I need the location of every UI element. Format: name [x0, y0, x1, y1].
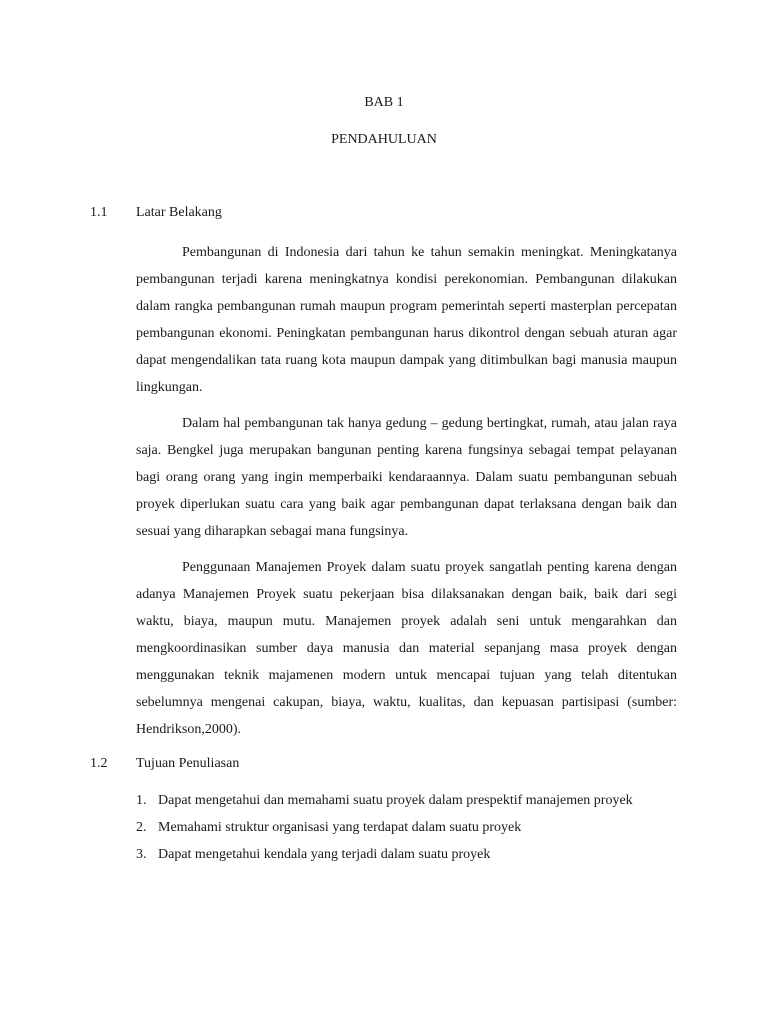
- list-item: [136, 792, 696, 819]
- paragraph: Pembangunan di Indonesia dari tahun ke tahun semakin meningkat. Meningkatanya pembangunan terjadi karena meningkatnya kondisi perekonomian. Pembangunan dilakukan dalam rangka pembangunan rumah maupun program pemerintah seperti masterplan percepatan pembangunan ekonomi. Peningkatan pembangunan harus dikontrol dengan sebuah aturan agar dapat mengendalikan tata ruang kota maupun dampak yang ditimbulkan bagi manusia maupun lingkungan.: [136, 245, 677, 395]
- section-number: 1.2: [90, 756, 108, 771]
- section-number: 1.1: [90, 205, 108, 220]
- list-text: Dapat mengetahui dan memahami suatu proyek dalam prespektif manajemen proyek: [158, 793, 633, 808]
- objectives-list: [136, 792, 696, 873]
- paragraph: Penggunaan Manajemen Proyek dalam suatu proyek sangatlah penting karena dengan adanya Manajemen Proyek suatu pekerjaan bisa dilaksanakan dengan baik, baik dari segi waktu, biaya, maupun mutu. Manajemen proyek adalah seni untuk mengarahkan dan mengkoordinasikan sumber daya manusia dan material sepanjang masa proyek dengan menggunakan teknik majamenen modern untuk mencapai tujuan yang telah ditentukan sebelumnya mengenai cakupan, biaya, waktu, kualitas, dan kepuasan partisipasi (sumber: Hendrikson,2000).: [136, 560, 677, 737]
- list-number: 2.: [136, 820, 147, 835]
- section-title: Latar Belakang: [136, 205, 222, 220]
- chapter-label: BAB 1: [364, 95, 404, 110]
- list-text: Dapat mengetahui kendala yang terjadi dalam suatu proyek: [158, 847, 491, 862]
- list-number: 1.: [136, 793, 147, 808]
- list-number: 3.: [136, 847, 147, 862]
- section-title: Tujuan Penuliasan: [136, 756, 240, 771]
- chapter-title: PENDAHULUAN: [331, 132, 437, 147]
- list-item: [136, 819, 696, 846]
- paragraph: Dalam hal pembangunan tak hanya gedung – gedung bertingkat, rumah, atau jalan raya saja. Bengkel juga merupakan bangunan penting karena fungsinya sebagai tempat pelayanan bagi orang orang yang ingin memperbaiki kendaraannya. Dalam suatu pembangunan sebuah proyek diperlukan suatu cara yang baik agar pembangunan dapat terlaksana dengan baik dan sesuai yang diharapkan sebagai mana fungsinya.: [136, 416, 677, 539]
- list-text: Memahami struktur organisasi yang terdapat dalam suatu proyek: [158, 820, 522, 835]
- list-item: [136, 846, 696, 873]
